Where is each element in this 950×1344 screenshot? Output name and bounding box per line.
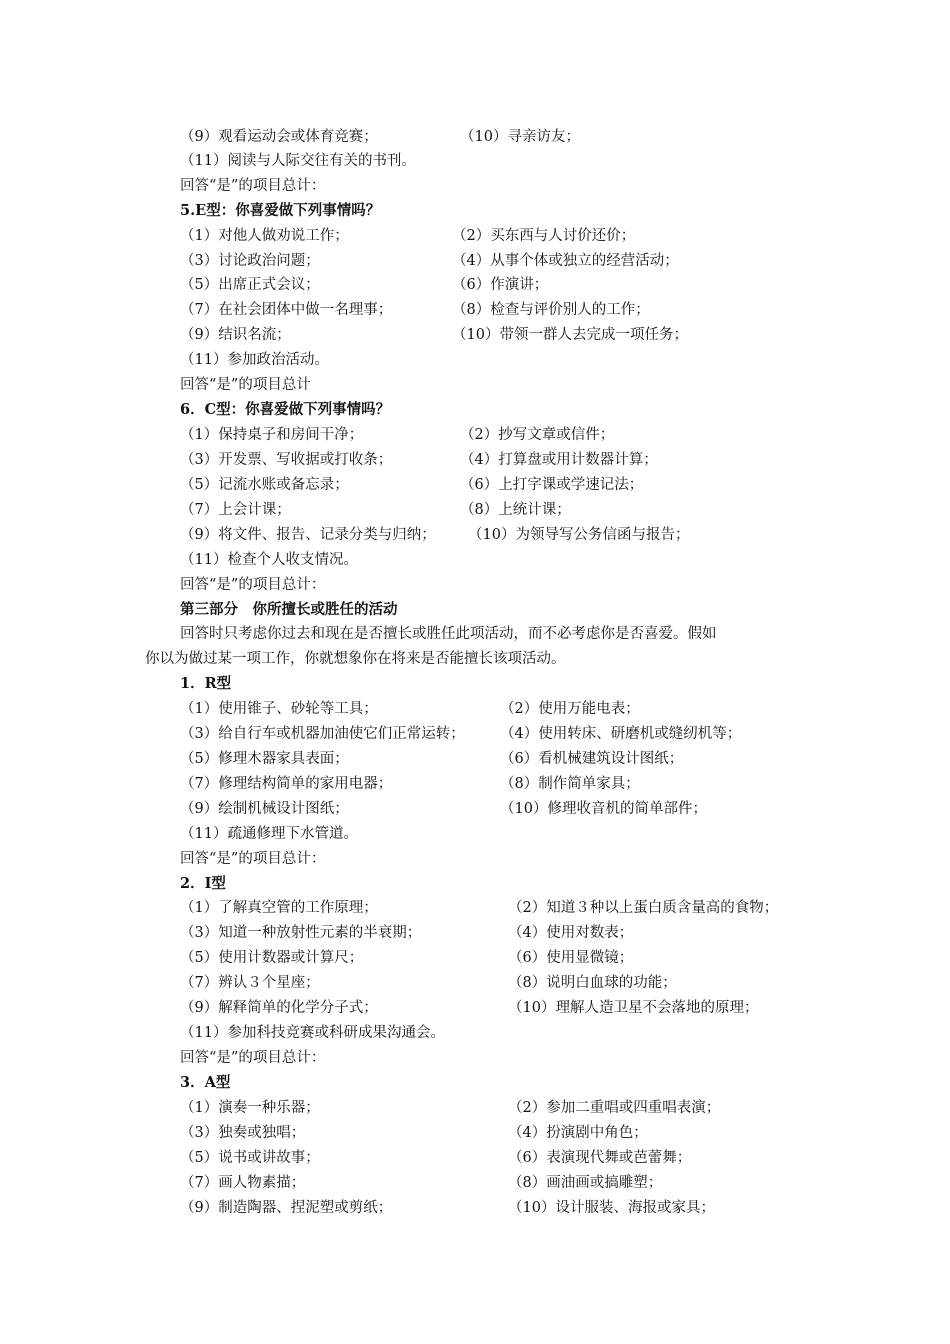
list-item: （4）扮演剧中角色； (508, 1125, 648, 1141)
list-item: （10）寻亲访友； (460, 129, 580, 145)
section-heading: 2．I型 (180, 875, 226, 892)
list-item: （6）作演讲； (452, 277, 549, 293)
list-item: （7）画人物素描； (180, 1175, 306, 1191)
list-item: （11）参加科技竞赛或科研成果沟通会。 (180, 1025, 445, 1041)
list-item: （10）理解人造卫星不会落地的原理； (508, 1000, 759, 1016)
list-item: （2）参加二重唱或四重唱表演； (508, 1100, 721, 1116)
list-item: （9）绘制机械设计图纸； (180, 801, 349, 817)
section-heading: 3．A型 (180, 1074, 231, 1091)
list-item: （1）保持桌子和房间干净； (180, 427, 364, 443)
list-item: （3）给自行车或机器加油使它们正常运转； (180, 726, 465, 742)
list-item: （9）观看运动会或体育竞赛； (180, 129, 378, 145)
list-item: （9）将文件、报告、记录分类与归纳； (180, 527, 436, 543)
list-item: （10）设计服装、海报或家具； (508, 1200, 715, 1216)
total-line: 回答“是”的项目总计： (180, 1050, 326, 1066)
list-item: （6）使用显微镜； (508, 950, 634, 966)
list-item: （1）演奏一种乐器； (180, 1100, 320, 1116)
section-heading: 1．R型 (180, 675, 232, 692)
list-item: （8）说明白血球的功能； (508, 975, 677, 991)
total-line: 回答“是”的项目总计： (180, 851, 326, 867)
total-line: 回答“是”的项目总计 (180, 377, 311, 393)
list-item: （7）在社会团体中做一名理事； (180, 302, 393, 318)
list-item: （5）修理木器家具表面； (180, 751, 349, 767)
list-item: （5）出席正式会议； (180, 277, 320, 293)
list-item: （9）解释简单的化学分子式； (180, 1000, 378, 1016)
list-item: （6）看机械建筑设计图纸； (500, 751, 684, 767)
list-item: （11）检查个人收支情况。 (180, 552, 358, 568)
list-item: （6）表演现代舞或芭蕾舞； (508, 1150, 692, 1166)
list-item: （4）使用转床、研磨机或缝纫机等； (500, 726, 742, 742)
list-item: （8）上统计课； (460, 502, 571, 518)
part-heading: 第三部分 你所擅长或胜任的活动 (180, 601, 398, 618)
list-item: （2）知道３种以上蛋白质含量高的食物； (508, 900, 779, 916)
list-item: （7）上会计课； (180, 502, 291, 518)
intro-paragraph-line: 你以为做过某一项工作，你就想象你在将来是否能擅长该项活动。 (145, 651, 566, 667)
list-item: （3）独奏或独唱； (180, 1125, 306, 1141)
total-line: 回答“是”的项目总计： (180, 178, 326, 194)
list-item: （11）疏通修理下水管道。 (180, 826, 358, 842)
list-item: （4）使用对数表； (508, 925, 634, 941)
list-item: （6）上打字课或学速记法； (460, 477, 644, 493)
list-item: （3）开发票、写收据或打收条； (180, 452, 393, 468)
list-item: （1）了解真空管的工作原理； (180, 900, 378, 916)
list-item: （2）买东西与人讨价还价； (452, 228, 636, 244)
section-heading: 6．C型：你喜爱做下列事情吗？ (180, 401, 391, 418)
list-item: （11）参加政治活动。 (180, 352, 329, 368)
list-item: （3）讨论政治问题； (180, 253, 320, 269)
list-item: （10）带领一群人去完成一项任务； (452, 327, 688, 343)
list-item: （8）检查与评价别人的工作； (452, 302, 650, 318)
list-item: （3）知道一种放射性元素的半衰期； (180, 925, 422, 941)
list-item: （9）制造陶器、捏泥塑或剪纸； (180, 1200, 393, 1216)
list-item: （5）说书或讲故事； (180, 1150, 320, 1166)
intro-paragraph-line: 回答时只考虑你过去和现在是否擅长或胜任此项活动，而不必考虑你是否喜爱。假如 (180, 626, 717, 642)
list-item: （11）阅读与人际交往有关的书刊。 (180, 153, 416, 169)
list-item: （7）修理结构简单的家用电器； (180, 776, 393, 792)
list-item: （5）使用计数器或计算尺； (180, 950, 364, 966)
list-item: （2）抄写文章或信件； (460, 427, 615, 443)
list-item: （1）使用锥子、砂轮等工具； (180, 701, 378, 717)
list-item: （8）画油画或搞雕塑； (508, 1175, 663, 1191)
list-item: （5）记流水账或备忘录； (180, 477, 349, 493)
list-item: （10）修理收音机的简单部件； (500, 801, 707, 817)
list-item: （7）辨认３个星座； (180, 975, 320, 991)
section-heading: 5.E型：你喜爱做下列事情吗？ (180, 202, 381, 219)
list-item: （1）对他人做劝说工作； (180, 228, 349, 244)
list-item: （8）制作简单家具； (500, 776, 640, 792)
list-item: （2）使用万能电表； (500, 701, 640, 717)
list-item: （10）为领导写公务信函与报告； (468, 527, 690, 543)
list-item: （4）打算盘或用计数器计算； (460, 452, 658, 468)
total-line: 回答“是”的项目总计： (180, 577, 326, 593)
list-item: （9）结识名流； (180, 327, 291, 343)
list-item: （4）从事个体或独立的经营活动； (452, 253, 679, 269)
